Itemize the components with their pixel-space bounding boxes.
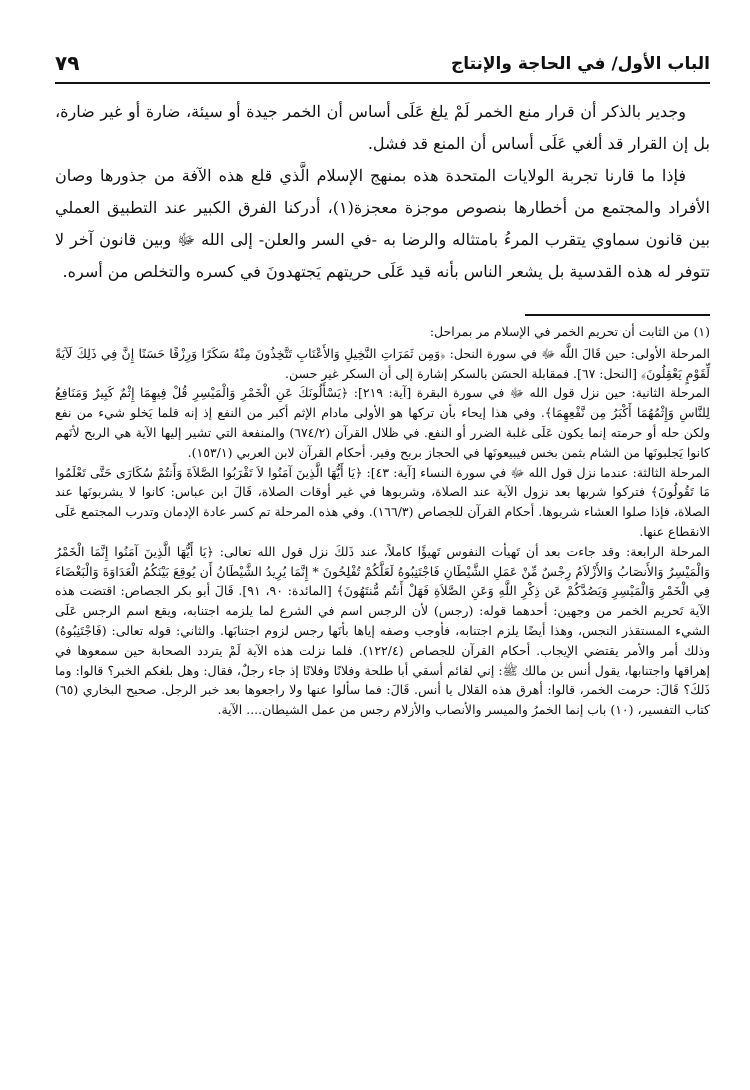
footnote-intro: (١) من الثابت أن تحريم الخمر في الإسلام مر بمراحل: — [429, 324, 710, 339]
body-paragraph-1: وجدير بالذكر أن قرار منع الخمر لَمْ يلغ عَلَى أساس أن الخمر جيدة أو سيئة، ضارة أو غير ضارة، بل إن القرار قد ألغي عَلَى أساس أن المنع قد فشل. — [55, 102, 710, 153]
body-paragraph-2: فإذا ما قارنا تجربة الولايات المتحدة هذه بمنهج الإسلام الَّذي قلع هذه الآفة من جذورها وصان الأفراد والمجتمع من أخطارها بنصوص موجزة معجزة(١)، أدركنا الفرق الكبير عند التطبيق العملي بين قانون سماوي يتقرب المرءُ بامتثاله والرضا به -في السر والعلن- إلى الله ﷻ وبين قانون آخر لا تتوفر له هذه القدسية بل يشعر الناس بأنه قيد عَلَى حريتهم يَجتهدونَ في كسره والتخلص من أسره. — [55, 166, 710, 281]
chapter-title: الباب الأول/ في الحاجة والإنتاج — [450, 54, 710, 74]
footnote-separator — [525, 314, 710, 316]
footnote-stage-2: المرحلة الثانية: حين نزل قول الله ﷻ في سورة البقرة [آية: ٢١٩]: ﴿يَسْأَلُونَكَ عَنِ الْخَمْرِ وَالْمَيْسِرِ قُلْ فِيهِمَا إِثْمٌ كَبِيرٌ وَمَنَافِعُ لِلنَّاسِ وَإِثْمُهُمَا أَكْبَرُ مِن نَّفْعِهِمَا﴾. وفي هذا إيحاء بأن تركها هو الأولى مادام الإثم أكبر من النفع إذ إنه قلما يَخلو شيء من نفع ولكن حله أو حرمته إنما يكون عَلَى غلبة الضرر أو النفع. في ظلال القرآن (٦٧٤/٢) والمنفعة التي تشير إليها الآية هي الربح لأنَهم كانوا يَجلبونَها من الشام بثمن بخس فيبيعونَها في الحجاز بربح وفير. أحكام القرآن لابن العربي (١٥٣/١). — [55, 385, 710, 460]
footnote-stage-3: المرحلة الثالثة: عندما نزل قول الله ﷻ في سورة النساء [آية: ٤٣]: ﴿يَا أَيُّهَا الَّذِينَ آمَنُوا لاَ تَقْرَبُوا الصَّلاَةَ وَأَنتُمْ سُكَارَى حَتَّى تَعْلَمُوا مَا تَقُولُونَ﴾ فتركوا شربها بعد نزول الآية عند الصلاة، وشربوها في غير أوقات الصلاة، قَالَ ابن عباس: كانوا لا يشربونَها عند الصلاة، فإذا صلوا العشاء شربوها. أحكام القرآن للجصاص (١٦٦/٣). وفي هذه المرحلة تم كسر عادة الإدمان وتدرب المجتمع عَلَى الانقطاع عنها. — [55, 464, 710, 539]
document-page — [55, 52, 710, 1072]
footnote-stage-1: المرحلة الأولى: حين قَالَ اللَّه ﷻ في سورة النحل: ﴿وَمِن ثَمَرَاتِ النَّخِيلِ وَالأَعْنَابِ تَتَّخِذُونَ مِنْهُ سَكَرًا وَرِزْقًا حَسَنًا إِنَّ فِي ذَلِكَ لَآيَةً لِّقَوْمٍ يَعْقِلُونَ﴾ [النحل: ٦٧]. فمقابلة الحسَن بالسكر إشارة إلى أن السكر غير حسن. — [55, 345, 710, 381]
page-number: ٧٩ — [55, 51, 80, 75]
footnotes — [55, 322, 710, 720]
main-text — [55, 96, 710, 288]
page-header — [55, 52, 710, 84]
footnote-stage-4: المرحلة الرابعة: وقد جاءت بعد أن تَهيأت النفوس تَهيؤًا كاملاً، عند ذَلكَ نزل قول الله تعالى: ﴿يَا أَيُّهَا الَّذِينَ آمَنُوا إِنَّمَا الْخَمْرُ وَالْمَيْسِرُ وَالأَنصَابُ وَالأَزْلاَمُ رِجْسٌ مِّنْ عَمَلِ الشَّيْطَانِ فَاجْتَنِبُوهُ لَعَلَّكُمْ تُفْلِحُونَ * إِنَّمَا يُرِيدُ الشَّيْطَانُ أَن يُوقِعَ بَيْنَكُمُ الْعَدَاوَةَ وَالْبَغْضَاءَ فِي الْخَمْرِ وَالْمَيْسِرِ وَيَصُدَّكُمْ عَن ذِكْرِ اللَّهِ وَعَنِ الصَّلاَةِ فَهَلْ أَنتُم مُّنتَهُونَ﴾ [المائدة: ٩٠، ٩١]. قَالَ أبو بكر الجصاص: اقتضت هذه الآية تَحريم الخمر من وجهين: أحدهما قوله: (رجس) لأن الرجس اسم في الشرع لما يلزمه اجتنابه، ويقع اسم الرجس عَلَى الشيء المستقذر النجس، وهذا أيضًا يلزم اجتنابه، فأوجب وصفه إياها بأنَها رجس لزوم اجتنابَها. والثاني: قوله تعالى: (فَاجْتَنِبُوهُ) وذلك أمر والأمر يقتضي الإيجاب. أحكام القرآن للجصاص (١٢٢/٤). فلما نزلت هذه الآية لَمْ يتردد الصحابة حين سمعوها في إهراقها واجتنابها، يقول أنس بن مالك ﷺ: إني لقائم أسقي أبا طلحة وفلانًا وفلانًا إذ جاء رجلٌ، فقال: وهل بلغكم الخبر؟ قالوا: وما ذَلكَ؟ قَالَ: حرمت الخمر، قالوا: أهرق هذه القلال يا أنس. قَالَ: فما سألوا عنها ولا راجعوها بعد خبر الرجل. صحيح البخاري (٦٥) كتاب التفسير، (١٠) باب إنما الخمرُ والميسر والأنصاب والأزلام رجس من عمل الشيطان.... الآية. — [55, 543, 710, 718]
